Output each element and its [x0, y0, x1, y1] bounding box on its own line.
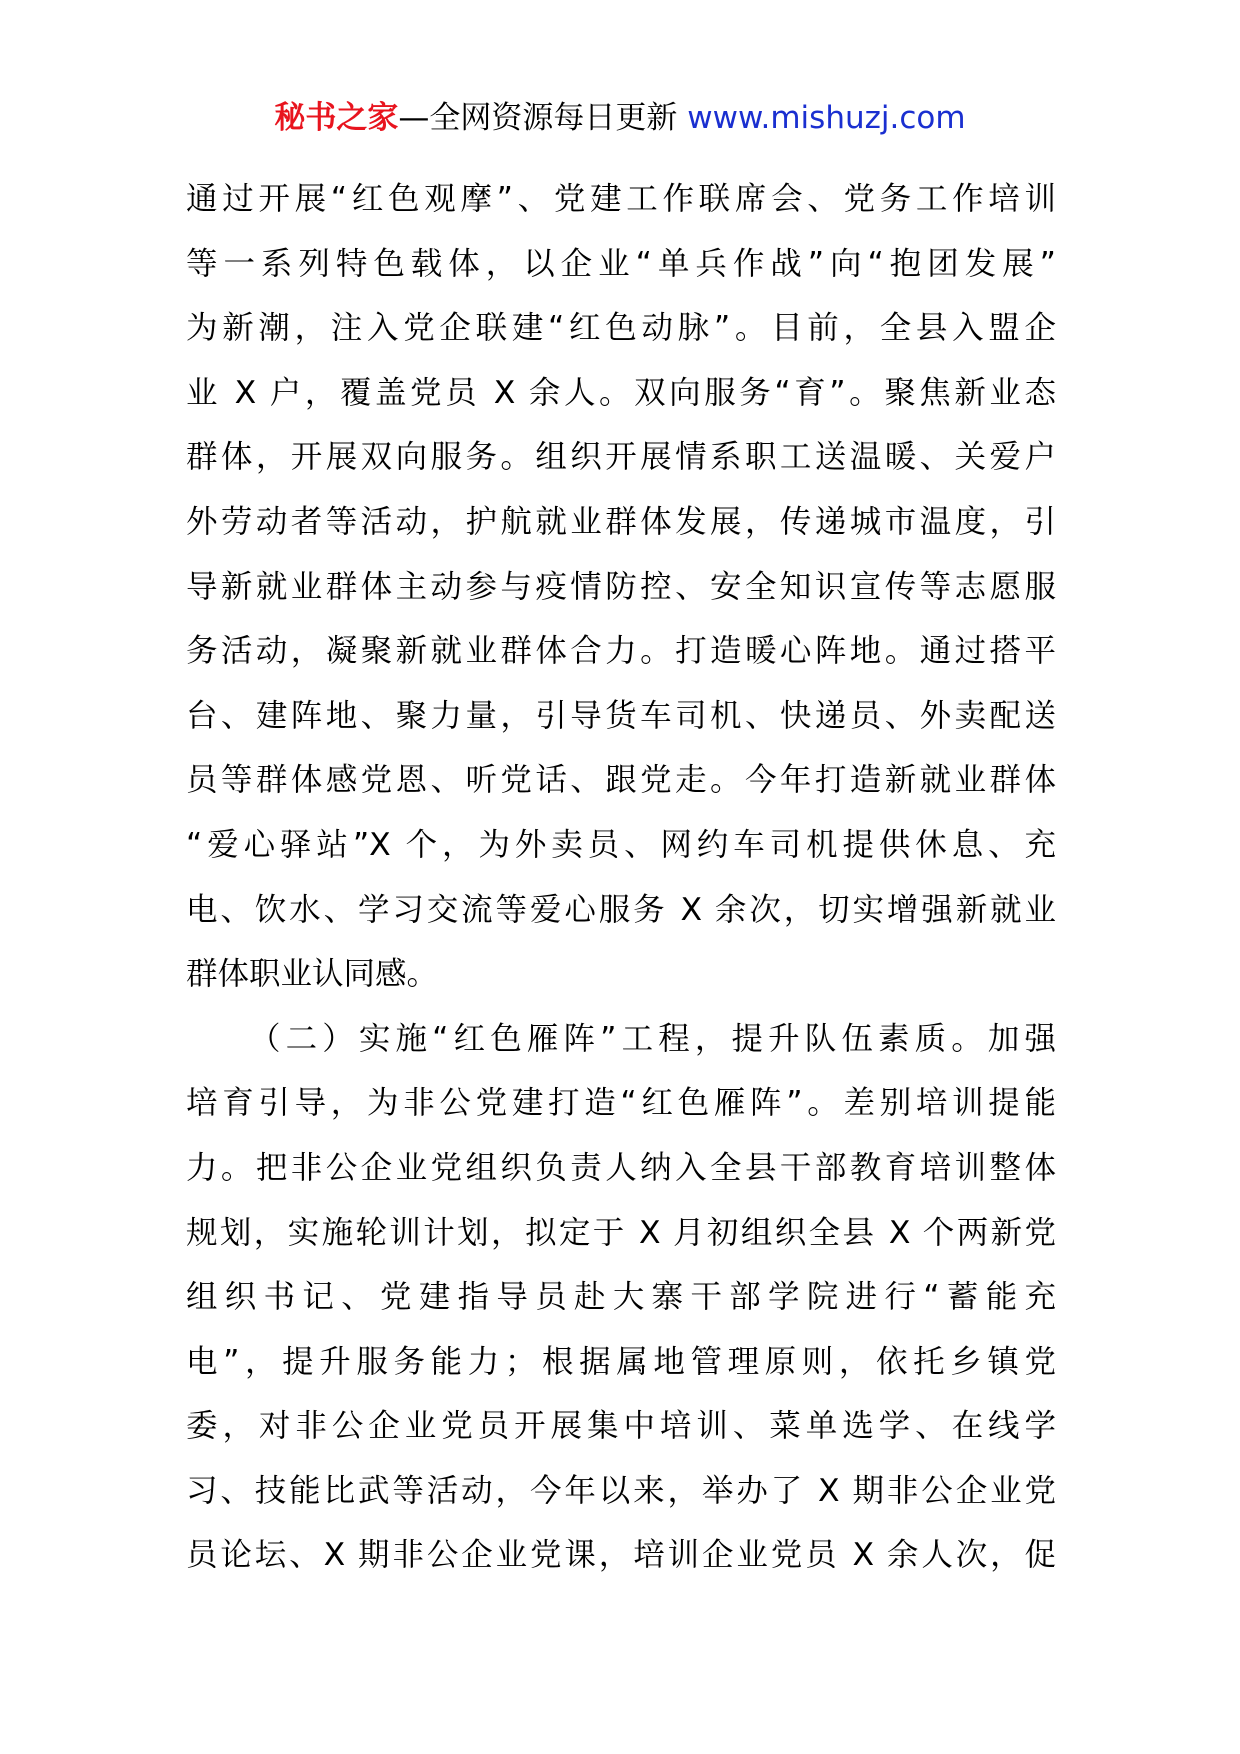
paragraph-heading-line: （二）实施“红色雁阵”工程，提升队伍素质。加强 [249, 1020, 1056, 1057]
text-line: 员等群体感党恩、听党话、跟党走。今年打造新就业群体 [186, 762, 1056, 799]
text-line: 外劳动者等活动，护航就业群体发展，传递城市温度，引 [186, 503, 1056, 540]
text-line: 为新潮，注入党企联建“红色动脉”。目前，全县入盟企 [186, 310, 1056, 347]
site-header [0, 98, 1240, 138]
text-line: 业 X 户，覆盖党员 X 余人。双向服务“育”。聚焦新业态 [186, 374, 1056, 411]
text-line: 委，对非公企业党员开展集中培训、菜单选学、在线学 [186, 1408, 1056, 1445]
text-line: 电”，提升服务能力；根据属地管理原则，依托乡镇党 [186, 1343, 1056, 1380]
text-line: 电、饮水、学习交流等爱心服务 X 余次，切实增强新就业 [186, 891, 1056, 928]
text-line: “爱心驿站”X 个，为外卖员、网约车司机提供休息、充 [186, 826, 1056, 863]
text-line: 通过开展“红色观摩”、党建工作联席会、党务工作培训 [186, 181, 1056, 217]
text-line: 台、建阵地、聚力量，引导货车司机、快递员、外卖配送 [186, 697, 1056, 734]
text-line: 规划，实施轮训计划，拟定于 X 月初组织全县 X 个两新党 [186, 1214, 1056, 1251]
text-line: 务活动，凝聚新就业群体合力。打造暖心阵地。通过搭平 [186, 633, 1056, 670]
text-line: 等一系列特色载体，以企业“单兵作战”向“抱团发展” [186, 245, 1056, 282]
text-line: 习、技能比武等活动，今年以来，举办了 X 期非公企业党 [186, 1472, 1056, 1509]
brand-name: 秘书之家 [274, 100, 399, 136]
text-line: 培育引导，为非公党建打造“红色雁阵”。差别培训提能 [186, 1085, 1056, 1122]
text-line: 力。把非公企业党组织负责人纳入全县干部教育培训整体 [186, 1149, 1056, 1186]
paragraph-end-line: 群体职业认同感。 [186, 956, 439, 993]
document-body [186, 167, 1056, 1588]
text-line: 导新就业群体主动参与疫情防控、安全知识宣传等志愿服 [186, 568, 1056, 605]
site-url-link[interactable]: www.mishuzj.com [687, 100, 966, 136]
header-tagline: —全网资源每日更新 [398, 100, 678, 136]
text-line: 群体，开展双向服务。组织开展情系职工送温暖、关爱户 [186, 439, 1056, 476]
text-line: 员论坛、X 期非公企业党课，培训企业党员 X 余人次，促 [186, 1537, 1056, 1574]
text-line: 组织书记、党建指导员赴大寨干部学院进行“蓄能充 [186, 1279, 1056, 1316]
